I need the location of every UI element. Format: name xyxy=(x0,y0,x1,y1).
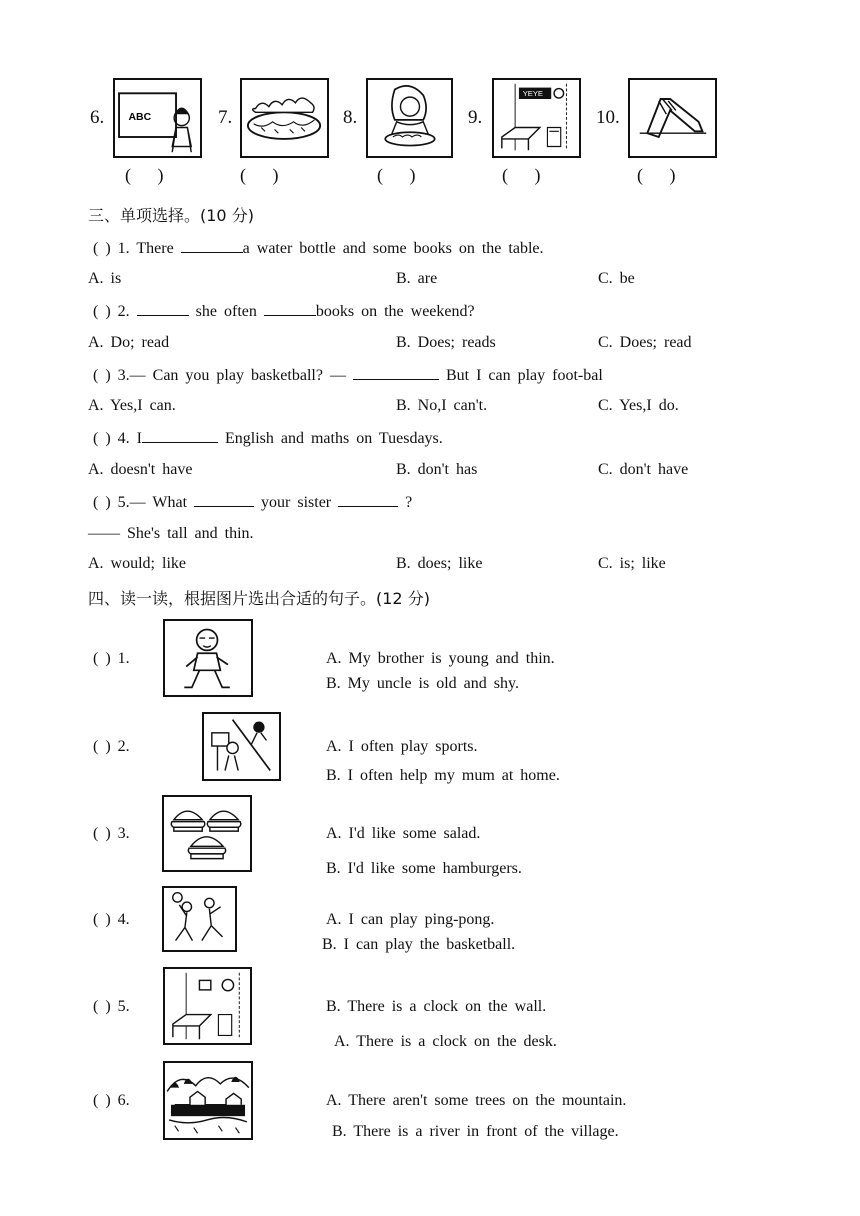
picture-number: 8. xyxy=(343,107,358,128)
answer-blank[interactable] xyxy=(264,301,316,316)
option-a: A. Do; read xyxy=(88,334,170,351)
option-a: A. would; like xyxy=(88,555,186,572)
option-b: B. Does; reads xyxy=(396,334,496,351)
answer-blank[interactable] xyxy=(353,365,439,380)
sign-text: YEYE xyxy=(522,89,543,99)
section-4-heading: 四、读一读，根据图片选出合适的句子。(12 分) xyxy=(88,589,430,608)
section-3-heading: 三、单项选择。(10 分) xyxy=(88,206,254,225)
item-4-label: ( ) 4. xyxy=(93,911,130,928)
option-c: C. don't have xyxy=(598,461,689,478)
choice-a: A. I often play sports. xyxy=(326,738,478,755)
bedroom-icon xyxy=(492,78,581,158)
blackboard-text: ABC xyxy=(128,111,152,123)
village-river-icon xyxy=(163,1061,253,1140)
choice-b: A. There is a clock on the desk. xyxy=(334,1033,557,1050)
answer-blank[interactable] xyxy=(338,492,398,507)
salad-bowl-icon xyxy=(240,78,329,158)
choice-a: B. There is a clock on the wall. xyxy=(326,998,547,1015)
answer-parentheses: ( ) xyxy=(125,165,164,185)
question-3: ( ) 3.— Can you play basketball? — But I can play foot-bal xyxy=(93,367,603,384)
option-c: C. be xyxy=(598,270,635,287)
option-a: A. Yes,I can. xyxy=(88,397,176,414)
picture-number: 10. xyxy=(596,107,620,128)
answer-parentheses: ( ) xyxy=(502,165,541,185)
room-clock-icon xyxy=(163,967,252,1045)
answer-line: —— She's tall and thin. xyxy=(88,525,254,542)
choice-a: A. There aren't some trees on the mountain. xyxy=(326,1092,627,1109)
option-c: C. Does; read xyxy=(598,334,692,351)
option-b: B. does; like xyxy=(396,555,483,572)
item-3-label: ( ) 3. xyxy=(93,825,130,842)
question-1: ( ) 1. There a water bottle and some books on the table. xyxy=(93,240,544,257)
choice-a: A. My brother is young and thin. xyxy=(326,650,555,667)
option-c: C. is; like xyxy=(598,555,666,572)
basketball-players-icon xyxy=(162,886,237,952)
choice-b: B. I often help my mum at home. xyxy=(326,767,560,784)
question-4: ( ) 4. I English and maths on Tuesdays. xyxy=(93,430,443,447)
item-1-label: ( ) 1. xyxy=(93,650,130,667)
item-5-label: ( ) 5. xyxy=(93,998,130,1015)
answer-parentheses: ( ) xyxy=(637,165,676,185)
answer-parentheses: ( ) xyxy=(240,165,279,185)
slide-icon xyxy=(628,78,717,158)
option-a: A. doesn't have xyxy=(88,461,193,478)
blackboard-abc-icon xyxy=(113,78,202,158)
answer-blank[interactable] xyxy=(142,428,218,443)
item-2-label: ( ) 2. xyxy=(93,738,130,755)
hamburgers-icon xyxy=(162,795,252,872)
girl-washing-icon xyxy=(366,78,453,158)
option-b: B. No,I can't. xyxy=(396,397,488,414)
item-6-label: ( ) 6. xyxy=(93,1092,130,1109)
picture-number: 6. xyxy=(90,107,105,128)
answer-blank[interactable] xyxy=(137,301,189,316)
picture-number: 9. xyxy=(468,107,483,128)
choice-b: B. I can play the basketball. xyxy=(322,936,516,953)
choice-a: A. I can play ping-pong. xyxy=(326,911,495,928)
choice-a: A. I'd like some salad. xyxy=(326,825,481,842)
option-b: B. don't has xyxy=(396,461,478,478)
answer-blank[interactable] xyxy=(181,238,243,253)
choice-b: B. There is a river in front of the village. xyxy=(332,1123,619,1140)
choice-b: B. I'd like some hamburgers. xyxy=(326,860,522,877)
answer-parentheses: ( ) xyxy=(377,165,416,185)
picture-number: 7. xyxy=(218,107,233,128)
option-c: C. Yes,I do. xyxy=(598,397,679,414)
option-a: A. is xyxy=(88,270,122,287)
option-b: B. are xyxy=(396,270,438,287)
answer-blank[interactable] xyxy=(194,492,254,507)
boy-figure-icon xyxy=(163,619,253,697)
choice-b: B. My uncle is old and shy. xyxy=(326,675,519,692)
question-5: ( ) 5.— What your sister ? xyxy=(93,494,413,511)
question-2: ( ) 2. she often books on the weekend? xyxy=(93,303,475,320)
sports-crossed-icon xyxy=(202,712,281,781)
